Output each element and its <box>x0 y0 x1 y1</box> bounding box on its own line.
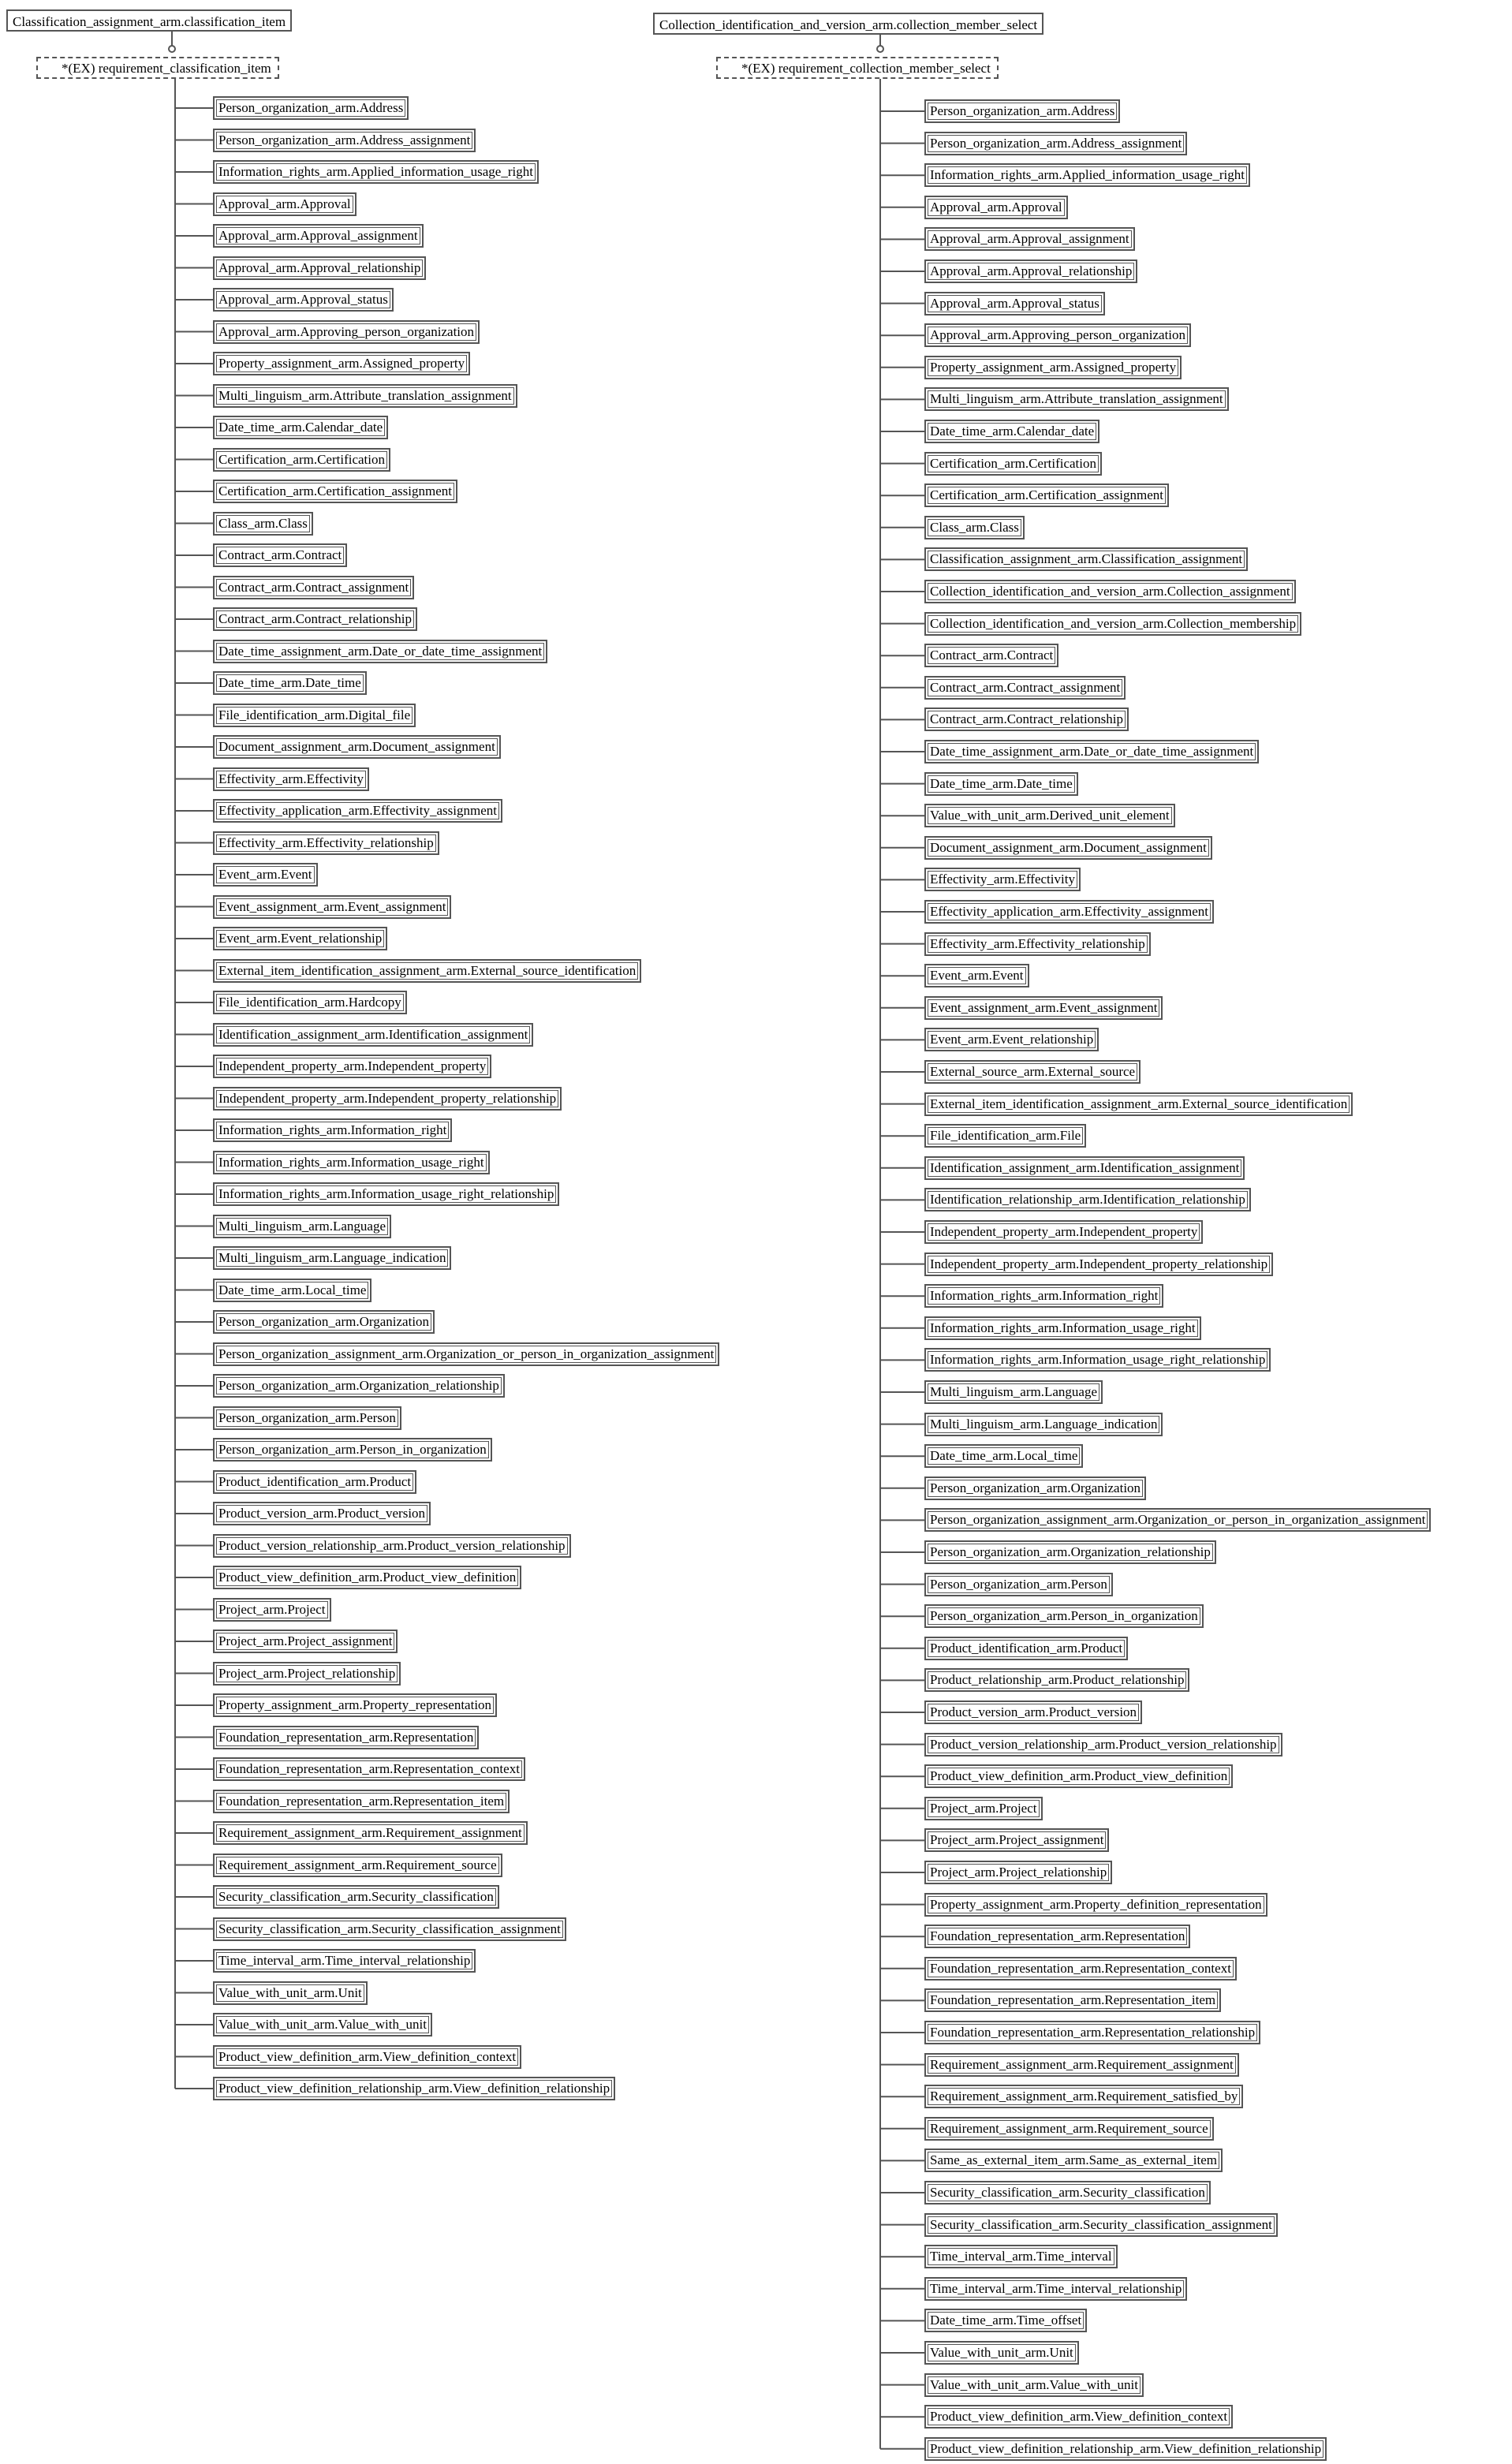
left-entity-box[interactable]: Certification_arm.Certification <box>213 448 390 472</box>
right-entity-box[interactable]: Event_assignment_arm.Event_assignment <box>924 996 1163 1020</box>
left-entity-box[interactable]: Project_arm.Project_relationship <box>213 1662 401 1686</box>
right-entity-box[interactable]: Product_identification_arm.Product <box>924 1637 1128 1660</box>
right-entity-box[interactable]: Multi_linguism_arm.Language_indication <box>924 1413 1163 1436</box>
left-entity-box[interactable]: Project_arm.Project <box>213 1598 331 1622</box>
left-entity-box[interactable]: Contract_arm.Contract_relationship <box>213 607 417 631</box>
left-entity-box[interactable]: Multi_linguism_arm.Language_indication <box>213 1246 451 1270</box>
right-entity-box[interactable]: Date_time_arm.Date_time <box>924 772 1078 796</box>
right-entity-box[interactable]: Approval_arm.Approval <box>924 196 1068 219</box>
left-entity-box[interactable]: Approval_arm.Approval_status <box>213 288 394 312</box>
right-entity-box[interactable]: External_source_arm.External_source <box>924 1060 1141 1084</box>
right-entity-box[interactable]: Person_organization_arm.Address <box>924 99 1120 123</box>
left-entity-box[interactable]: Class_arm.Class <box>213 512 313 536</box>
right-entity-box[interactable]: Security_classification_arm.Security_classification <box>924 2181 1211 2205</box>
left-entity-box[interactable]: Product_version_arm.Product_version <box>213 1502 431 1525</box>
left-entity-box[interactable]: Event_assignment_arm.Event_assignment <box>213 895 451 919</box>
right-entity-box[interactable]: Date_time_assignment_arm.Date_or_date_time_assignment <box>924 740 1259 763</box>
right-entity-box[interactable]: Product_version_arm.Product_version <box>924 1701 1142 1724</box>
left-entity-box[interactable]: Foundation_representation_arm.Representation_context <box>213 1757 525 1781</box>
right-entity-box[interactable]: Security_classification_arm.Security_classification_assignment <box>924 2213 1278 2237</box>
right-entity-box[interactable]: Document_assignment_arm.Document_assignment <box>924 836 1212 860</box>
right-entity-box[interactable]: Independent_property_arm.Independent_property_relationship <box>924 1253 1273 1276</box>
left-entity-box[interactable]: Effectivity_arm.Effectivity_relationship <box>213 831 439 855</box>
right-entity-box[interactable]: Person_organization_arm.Person_in_organization <box>924 1604 1204 1628</box>
right-entity-box[interactable]: Approval_arm.Approval_assignment <box>924 227 1135 251</box>
left-entity-box[interactable]: Person_organization_arm.Organization <box>213 1310 435 1334</box>
left-entity-box[interactable]: Value_with_unit_arm.Unit <box>213 1981 368 2005</box>
left-entity-box[interactable]: Independent_property_arm.Independent_property <box>213 1055 491 1078</box>
left-entity-box[interactable]: Multi_linguism_arm.Attribute_translation_assignment <box>213 384 517 408</box>
left-root-type[interactable]: Classification_assignment_arm.classification_item <box>6 9 292 32</box>
left-entity-box[interactable]: File_identification_arm.Digital_file <box>213 704 416 727</box>
left-entity-box[interactable]: Product_version_relationship_arm.Product_version_relationship <box>213 1534 571 1558</box>
left-entity-box[interactable]: Independent_property_arm.Independent_property_relationship <box>213 1087 562 1111</box>
right-entity-box[interactable]: Identification_assignment_arm.Identification_assignment <box>924 1156 1245 1180</box>
left-entity-box[interactable]: Effectivity_application_arm.Effectivity_assignment <box>213 799 502 823</box>
right-entity-box[interactable]: Contract_arm.Contract <box>924 644 1058 667</box>
left-entity-box[interactable]: Foundation_representation_arm.Representation_item <box>213 1790 510 1813</box>
right-entity-box[interactable]: Requirement_assignment_arm.Requirement_assignment <box>924 2053 1239 2077</box>
right-entity-box[interactable]: Product_view_definition_arm.View_definition_context <box>924 2405 1233 2429</box>
right-entity-box[interactable]: Class_arm.Class <box>924 516 1025 539</box>
right-select-type[interactable]: *(EX) requirement_collection_member_select <box>716 57 999 79</box>
left-entity-box[interactable]: Person_organization_arm.Person_in_organization <box>213 1438 492 1462</box>
right-entity-box[interactable]: Multi_linguism_arm.Language <box>924 1380 1103 1404</box>
right-entity-box[interactable]: Project_arm.Project_assignment <box>924 1828 1109 1852</box>
right-entity-box[interactable]: Collection_identification_and_version_arm.Collection_membership <box>924 612 1301 636</box>
right-entity-box[interactable]: Foundation_representation_arm.Representation_context <box>924 1957 1237 1981</box>
left-entity-box[interactable]: Time_interval_arm.Time_interval_relationship <box>213 1949 476 1973</box>
right-entity-box[interactable]: Certification_arm.Certification_assignment <box>924 483 1169 507</box>
left-entity-box[interactable]: Date_time_assignment_arm.Date_or_date_time_assignment <box>213 640 547 663</box>
right-entity-box[interactable]: Information_rights_arm.Information_usage_right_relationship <box>924 1348 1271 1372</box>
right-entity-box[interactable]: Same_as_external_item_arm.Same_as_external_item <box>924 2149 1223 2172</box>
left-entity-box[interactable]: Date_time_arm.Local_time <box>213 1279 371 1302</box>
right-entity-box[interactable]: Collection_identification_and_version_arm.Collection_assignment <box>924 580 1296 603</box>
right-entity-box[interactable]: Date_time_arm.Time_offset <box>924 2309 1087 2332</box>
right-entity-box[interactable]: Product_version_relationship_arm.Product_version_relationship <box>924 1733 1282 1757</box>
left-entity-box[interactable]: Value_with_unit_arm.Value_with_unit <box>213 2013 432 2037</box>
right-entity-box[interactable]: Person_organization_arm.Person <box>924 1573 1113 1596</box>
right-entity-box[interactable]: Foundation_representation_arm.Representation_item <box>924 1988 1221 2012</box>
left-entity-box[interactable]: Event_arm.Event <box>213 863 318 887</box>
right-entity-box[interactable]: Time_interval_arm.Time_interval <box>924 2245 1118 2268</box>
right-entity-box[interactable]: Effectivity_application_arm.Effectivity_assignment <box>924 900 1214 924</box>
left-entity-box[interactable]: Person_organization_arm.Person <box>213 1406 401 1430</box>
right-entity-box[interactable]: Contract_arm.Contract_relationship <box>924 707 1129 731</box>
right-entity-box[interactable]: Product_view_definition_arm.Product_view_definition <box>924 1764 1233 1788</box>
right-entity-box[interactable]: Effectivity_arm.Effectivity_relationship <box>924 932 1151 956</box>
left-entity-box[interactable]: Contract_arm.Contract <box>213 543 347 567</box>
right-entity-box[interactable]: Multi_linguism_arm.Attribute_translation_assignment <box>924 387 1229 411</box>
left-entity-box[interactable]: Contract_arm.Contract_assignment <box>213 576 414 599</box>
right-entity-box[interactable]: Project_arm.Project <box>924 1797 1043 1820</box>
left-entity-box[interactable]: Information_rights_arm.Applied_information_usage_right <box>213 160 539 184</box>
left-entity-box[interactable]: Requirement_assignment_arm.Requirement_source <box>213 1854 502 1877</box>
left-entity-box[interactable]: Approval_arm.Approval_assignment <box>213 224 424 248</box>
left-entity-box[interactable]: External_item_identification_assignment_arm.External_source_identification <box>213 959 641 983</box>
right-entity-box[interactable]: Approval_arm.Approval_relationship <box>924 259 1137 283</box>
left-entity-box[interactable]: Product_view_definition_relationship_arm.View_definition_relationship <box>213 2077 615 2100</box>
right-entity-box[interactable]: Information_rights_arm.Information_right <box>924 1284 1163 1308</box>
left-entity-box[interactable]: Security_classification_arm.Security_classification <box>213 1885 499 1909</box>
right-entity-box[interactable]: Project_arm.Project_relationship <box>924 1861 1112 1884</box>
right-entity-box[interactable]: Event_arm.Event_relationship <box>924 1028 1099 1051</box>
left-entity-box[interactable]: Date_time_arm.Date_time <box>213 671 367 695</box>
left-entity-box[interactable]: Information_rights_arm.Information_usage_right_relationship <box>213 1182 559 1206</box>
left-entity-box[interactable]: Event_arm.Event_relationship <box>213 927 387 950</box>
left-entity-box[interactable]: Approval_arm.Approval_relationship <box>213 256 426 280</box>
right-entity-box[interactable]: Person_organization_assignment_arm.Organization_or_person_in_organization_assignment <box>924 1508 1431 1532</box>
right-entity-box[interactable]: Approval_arm.Approval_status <box>924 292 1105 315</box>
right-entity-box[interactable]: Value_with_unit_arm.Derived_unit_element <box>924 804 1175 827</box>
left-entity-box[interactable]: Property_assignment_arm.Property_representation <box>213 1693 497 1717</box>
right-entity-box[interactable]: Event_arm.Event <box>924 964 1029 987</box>
left-entity-box[interactable]: Information_rights_arm.Information_usage_right <box>213 1151 490 1174</box>
left-select-type[interactable]: *(EX) requirement_classification_item <box>36 57 279 79</box>
right-entity-box[interactable]: Product_view_definition_relationship_arm.View_definition_relationship <box>924 2437 1327 2461</box>
left-entity-box[interactable]: File_identification_arm.Hardcopy <box>213 991 407 1014</box>
right-entity-box[interactable]: Approval_arm.Approving_person_organization <box>924 323 1191 347</box>
right-entity-box[interactable]: Identification_relationship_arm.Identification_relationship <box>924 1188 1251 1211</box>
right-entity-box[interactable]: Foundation_representation_arm.Representation <box>924 1925 1190 1948</box>
right-entity-box[interactable]: Information_rights_arm.Applied_information_usage_right <box>924 163 1250 187</box>
right-entity-box[interactable]: Classification_assignment_arm.Classification_assignment <box>924 547 1248 571</box>
right-entity-box[interactable]: Property_assignment_arm.Assigned_property <box>924 356 1182 379</box>
left-entity-box[interactable]: Information_rights_arm.Information_right <box>213 1118 452 1142</box>
left-entity-box[interactable]: Product_view_definition_arm.View_definition_context <box>213 2045 521 2069</box>
left-entity-box[interactable]: Multi_linguism_arm.Language <box>213 1215 391 1238</box>
right-entity-box[interactable]: Property_assignment_arm.Property_definition_representation <box>924 1893 1267 1917</box>
right-entity-box[interactable]: Information_rights_arm.Information_usage_right <box>924 1316 1201 1340</box>
right-entity-box[interactable]: Requirement_assignment_arm.Requirement_satisfied_by <box>924 2085 1243 2108</box>
right-entity-box[interactable]: Requirement_assignment_arm.Requirement_source <box>924 2117 1214 2141</box>
right-entity-box[interactable]: Date_time_arm.Calendar_date <box>924 420 1099 443</box>
left-entity-box[interactable]: Property_assignment_arm.Assigned_property <box>213 352 470 375</box>
right-entity-box[interactable]: Foundation_representation_arm.Representation_relationship <box>924 2021 1260 2044</box>
right-entity-box[interactable]: File_identification_arm.File <box>924 1124 1086 1148</box>
left-entity-box[interactable]: Security_classification_arm.Security_classification_assignment <box>213 1917 566 1941</box>
right-entity-box[interactable]: Person_organization_arm.Address_assignment <box>924 132 1187 155</box>
left-entity-box[interactable]: Identification_assignment_arm.Identification_assignment <box>213 1023 533 1047</box>
left-entity-box[interactable]: Requirement_assignment_arm.Requirement_assignment <box>213 1821 528 1845</box>
left-entity-box[interactable]: Certification_arm.Certification_assignment <box>213 480 457 503</box>
left-entity-box[interactable]: Foundation_representation_arm.Representation <box>213 1726 479 1749</box>
right-entity-box[interactable]: Independent_property_arm.Independent_property <box>924 1220 1203 1244</box>
left-entity-box[interactable]: Person_organization_arm.Address_assignment <box>213 129 476 152</box>
right-entity-box[interactable]: External_item_identification_assignment_arm.External_source_identification <box>924 1092 1353 1116</box>
left-entity-box[interactable]: Document_assignment_arm.Document_assignment <box>213 735 501 759</box>
left-entity-box[interactable]: Approval_arm.Approval <box>213 192 357 216</box>
right-entity-box[interactable]: Value_with_unit_arm.Unit <box>924 2341 1079 2365</box>
left-entity-box[interactable]: Person_organization_assignment_arm.Organization_or_person_in_organization_assignment <box>213 1342 719 1366</box>
right-entity-box[interactable]: Date_time_arm.Local_time <box>924 1444 1083 1468</box>
right-entity-box[interactable]: Contract_arm.Contract_assignment <box>924 676 1126 700</box>
right-root-type[interactable]: Collection_identification_and_version_arm.collection_member_select <box>653 13 1043 35</box>
left-entity-box[interactable]: Date_time_arm.Calendar_date <box>213 416 388 439</box>
left-entity-box[interactable]: Project_arm.Project_assignment <box>213 1630 398 1653</box>
right-entity-box[interactable]: Value_with_unit_arm.Value_with_unit <box>924 2373 1144 2397</box>
left-entity-box[interactable]: Approval_arm.Approving_person_organization <box>213 320 480 344</box>
left-entity-box[interactable]: Product_identification_arm.Product <box>213 1470 416 1494</box>
left-entity-box[interactable]: Person_organization_arm.Address <box>213 96 409 120</box>
left-entity-box[interactable]: Person_organization_arm.Organization_relationship <box>213 1374 505 1398</box>
right-entity-box[interactable]: Effectivity_arm.Effectivity <box>924 868 1081 891</box>
right-entity-box[interactable]: Time_interval_arm.Time_interval_relationship <box>924 2277 1187 2301</box>
left-entity-box[interactable]: Effectivity_arm.Effectivity <box>213 767 369 791</box>
right-entity-box[interactable]: Product_relationship_arm.Product_relationship <box>924 1668 1189 1692</box>
left-entity-box[interactable]: Product_view_definition_arm.Product_view_definition <box>213 1566 521 1589</box>
right-entity-box[interactable]: Certification_arm.Certification <box>924 452 1102 476</box>
right-entity-box[interactable]: Person_organization_arm.Organization <box>924 1477 1146 1500</box>
right-entity-box[interactable]: Person_organization_arm.Organization_relationship <box>924 1540 1216 1564</box>
